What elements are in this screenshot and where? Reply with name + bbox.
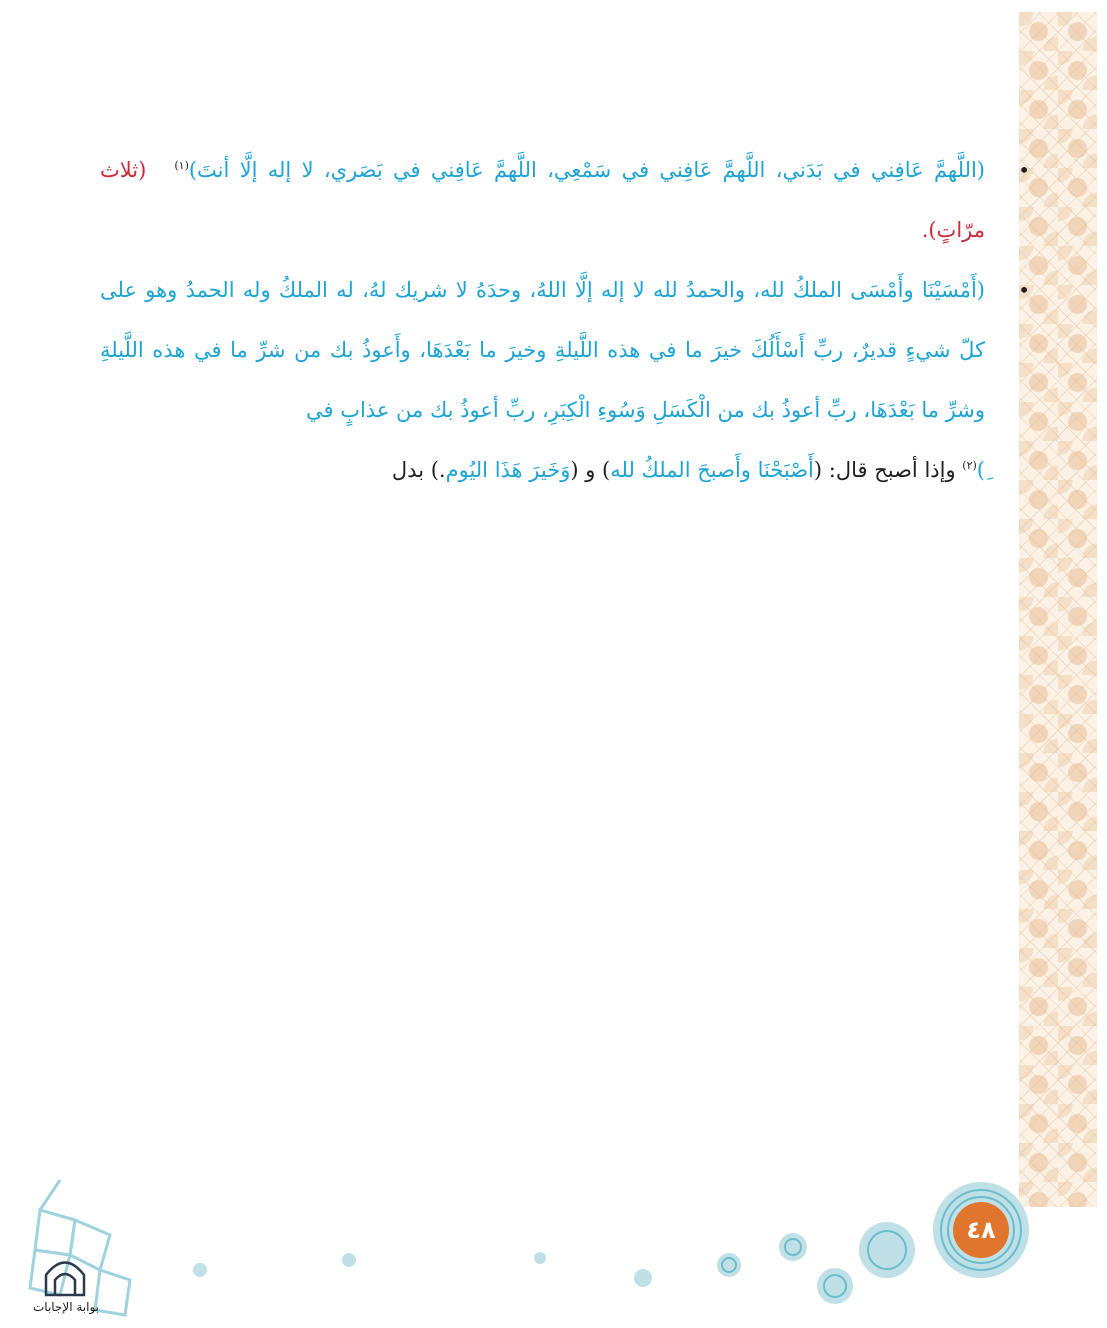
morning-dua-text: أَصْبَحْنَا وأَصبحَ الملكُ لله: [610, 458, 814, 482]
dua-text: (اللَّهمَّ عَافِني في بَدَني، اللَّهمَّ عَافِني في سَمْعِي، اللَّهمَّ عَافِني في بَصَري، لا إله إلَّا أنتَ): [188, 158, 985, 182]
bullet-icon: •: [1018, 158, 1030, 182]
decorative-footer: [0, 1170, 1107, 1328]
list-item: [100, 140, 1030, 260]
list-item: [100, 260, 1030, 500]
document-body: [100, 140, 1030, 500]
instruction-text: .) بدل: [391, 458, 446, 482]
instruction-text: وإذا أصبح قال: (: [813, 458, 963, 482]
repeat-note: (ثلاث مرّاتٍ).: [100, 158, 985, 242]
dua-text-tail: ِ): [976, 458, 985, 482]
logo-text: بوابة الإجابات: [32, 1300, 99, 1314]
instruction-text: ) و (: [570, 458, 611, 482]
bullet-icon: •: [1018, 278, 1030, 302]
footnote-marker: (٢): [962, 459, 977, 472]
morning-dua-text: وَخَيرَ هَذَا اليُوم: [445, 458, 571, 482]
page-number: ٤٨: [953, 1202, 1009, 1258]
footnote-marker: (١): [174, 159, 189, 172]
decorative-side-border: [1019, 12, 1097, 1207]
dua-text: (أَمْسَيْنَا وأَمْسَى الملكُ لله، والحمدُ لله لا إله إلَّا اللهُ، وحدَهُ لا شريك لهُ، له الملكُ وله الحمدُ وهو على كلّ شيءٍ قديرٌ، ربِّ أَسْأَلُكَ خيرَ ما في هذه اللَّيلةِ وخيرَ ما بَعْدَهَا، وأَعوذُ بك من شرِّ ما في هذه اللَّيلةِ وشرِّ ما بَعْدَهَا، ربِّ أعوذُ بك من الْكَسَلِ وَسُوءِ الْكِبَرِ، ربِّ أعوذُ بك من عذابٍ في: [100, 278, 985, 422]
